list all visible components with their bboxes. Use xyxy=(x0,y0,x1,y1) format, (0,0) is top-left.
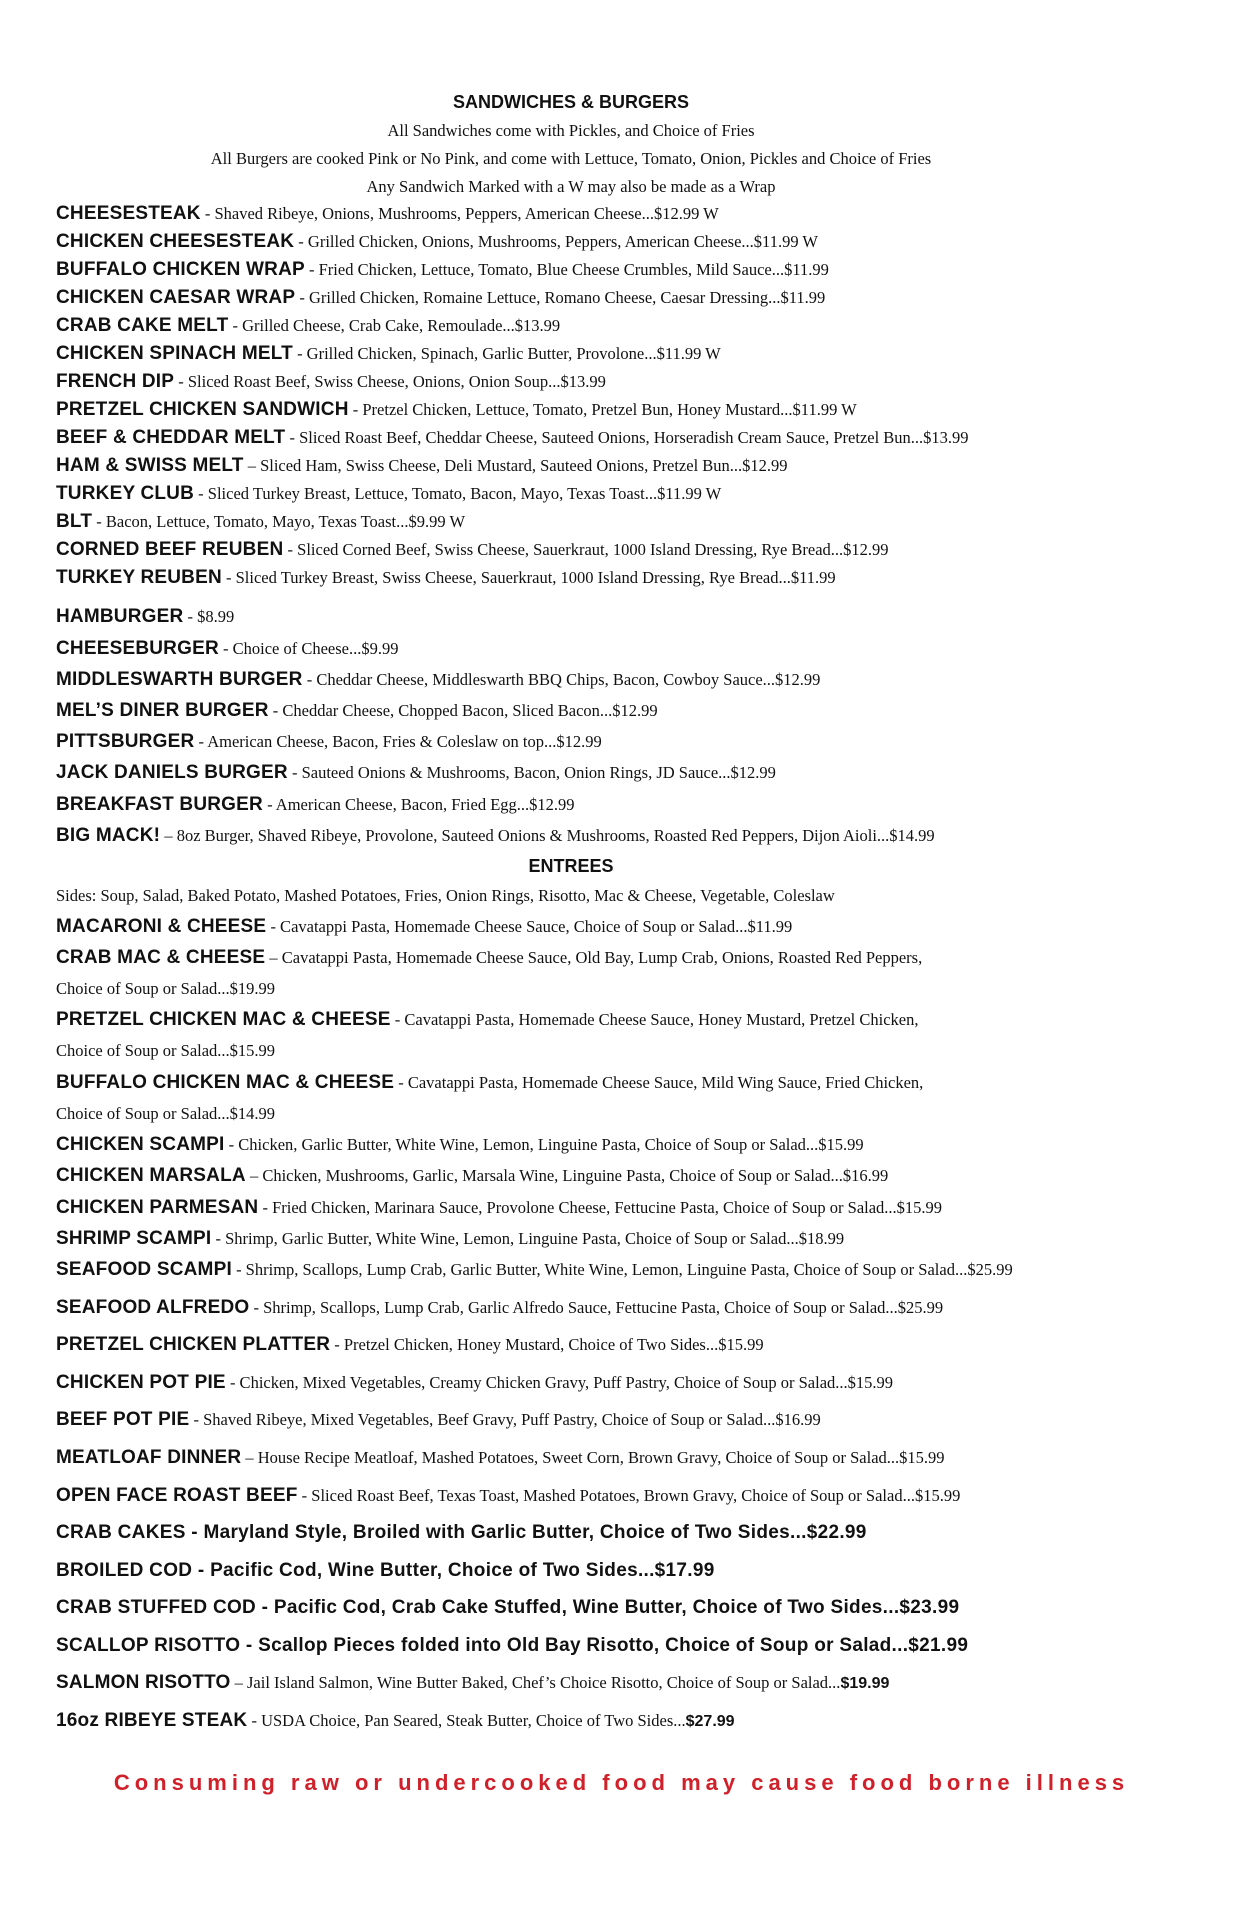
special-item: SCALLOP RISOTTO - Scallop Pieces folded into Old Bay Risotto, Choice of Soup or Salad...$21.99 xyxy=(56,1635,969,1656)
menu-item xyxy=(56,1486,960,1510)
menu-item xyxy=(56,1673,889,1697)
item-desc: - Cheddar Cheese, Middleswarth BBQ Chips, Bacon, Cowboy Sauce...$12.99 xyxy=(302,670,821,689)
item-desc: - Sliced Roast Beef, Texas Toast, Mashed Potatoes, Brown Gravy, Choice of Soup or Salad...$15.99 xyxy=(297,1486,961,1505)
item-desc: - Grilled Cheese, Crab Cake, Remoulade...$13.99 xyxy=(228,316,561,335)
item-desc: - Pretzel Chicken, Honey Mustard, Choice of Two Sides...$15.99 xyxy=(330,1335,764,1354)
item-desc: - American Cheese, Bacon, Fries & Coleslaw on top...$12.99 xyxy=(194,732,602,751)
item-desc: - Pretzel Chicken, Lettuce, Tomato, Pretzel Bun, Honey Mustard...$11.99 W xyxy=(348,400,857,419)
item-name: PRETZEL CHICKEN SANDWICH xyxy=(56,399,349,420)
item-name: BUFFALO CHICKEN WRAP xyxy=(56,259,305,280)
menu-item xyxy=(56,204,719,228)
special-item: CRAB CAKES - Maryland Style, Broiled with Garlic Butter, Choice of Two Sides...$22.99 xyxy=(56,1522,867,1543)
item-desc: - USDA Choice, Pan Seared, Steak Butter, Choice of Two Sides... xyxy=(247,1711,686,1730)
item-desc: – Jail Island Salmon, Wine Butter Baked, Chef’s Choice Risotto, Choice of Soup or Salad... xyxy=(230,1673,841,1692)
menu-item xyxy=(56,260,829,284)
menu-item xyxy=(56,484,721,508)
item-name: CHICKEN CAESAR WRAP xyxy=(56,287,296,308)
menu-item xyxy=(56,344,721,368)
item-desc-continued: Choice of Soup or Salad...$15.99 xyxy=(56,1041,276,1060)
item-name: CHEESESTEAK xyxy=(56,203,201,224)
item-name: PRETZEL CHICKEN PLATTER xyxy=(56,1334,331,1355)
menu-item xyxy=(56,316,560,340)
menu-item xyxy=(56,1073,923,1097)
item-desc: – House Recipe Meatloaf, Mashed Potatoes, Sweet Corn, Brown Gravy, Choice of Soup or Salad...$15.99 xyxy=(241,1448,945,1467)
item-name: SEAFOOD ALFREDO xyxy=(56,1297,250,1318)
menu-item xyxy=(56,1198,942,1222)
item-name: CRAB CAKE MELT xyxy=(56,315,229,336)
item-name: BEEF & CHEDDAR MELT xyxy=(56,427,286,448)
item-desc: - Grilled Chicken, Spinach, Garlic Butter, Provolone...$11.99 W xyxy=(292,344,721,363)
note-burgers: All Burgers are cooked Pink or No Pink, and come with Lettuce, Tomato, Onion, Pickles and Choice of Fries xyxy=(210,149,932,168)
menu-item xyxy=(56,568,836,592)
item-name: PRETZEL CHICKEN MAC & CHEESE xyxy=(56,1009,391,1030)
item-name: BUFFALO CHICKEN MAC & CHEESE xyxy=(56,1072,395,1093)
item-desc: - Sliced Corned Beef, Swiss Cheese, Sauerkraut, 1000 Island Dressing, Rye Bread...$12.99 xyxy=(283,540,889,559)
item-name: BREAKFAST BURGER xyxy=(56,794,263,815)
item-desc: - Chicken, Mixed Vegetables, Creamy Chicken Gravy, Puff Pastry, Choice of Soup or Salad...$15.99 xyxy=(225,1373,894,1392)
menu-item xyxy=(56,1298,943,1322)
item-desc: - Bacon, Lettuce, Tomato, Mayo, Texas Toast...$9.99 W xyxy=(92,512,466,531)
item-desc: - Shaved Ribeye, Onions, Mushrooms, Peppers, American Cheese...$12.99 W xyxy=(200,204,719,223)
item-desc: – Sliced Ham, Swiss Cheese, Deli Mustard, Sauteed Onions, Pretzel Bun...$12.99 xyxy=(243,456,788,475)
menu-item xyxy=(56,1166,888,1190)
note-wrap: Any Sandwich Marked with a W may also be made as a Wrap xyxy=(366,177,776,196)
menu-item xyxy=(56,948,922,972)
item-desc: - Sliced Turkey Breast, Lettuce, Tomato, Bacon, Mayo, Texas Toast...$11.99 W xyxy=(194,484,722,503)
item-name: OPEN FACE ROAST BEEF xyxy=(56,1485,298,1506)
note-sandwiches: All Sandwiches come with Pickles, and Choice of Fries xyxy=(387,121,755,140)
item-desc: - Cavatappi Pasta, Homemade Cheese Sauce, Choice of Soup or Salad...$11.99 xyxy=(266,917,793,936)
menu-item xyxy=(56,1229,844,1253)
item-desc: – 8oz Burger, Shaved Ribeye, Provolone, Sauteed Onions & Mushrooms, Roasted Red Peppers, Dijon Aioli...$14.99 xyxy=(160,826,935,845)
item-desc: - Cheddar Cheese, Chopped Bacon, Sliced Bacon...$12.99 xyxy=(268,701,658,720)
menu-item xyxy=(56,639,399,663)
menu-item xyxy=(56,1448,945,1472)
item-desc: – Chicken, Mushrooms, Garlic, Marsala Wine, Linguine Pasta, Choice of Soup or Salad...$16.99 xyxy=(245,1166,889,1185)
item-name: BIG MACK! xyxy=(56,825,161,846)
item-name: CHICKEN CHEESESTEAK xyxy=(56,231,295,252)
food-safety-warning: Consuming raw or undercooked food may cause food borne illness xyxy=(113,1770,1130,1795)
item-name: SEAFOOD SCAMPI xyxy=(56,1259,232,1280)
item-name: TURKEY CLUB xyxy=(56,483,195,504)
menu-item xyxy=(56,607,234,631)
item-desc: - Shrimp, Scallops, Lump Crab, Garlic Butter, White Wine, Lemon, Linguine Pasta, Choice of Soup or Salad...$25.99 xyxy=(231,1260,1013,1279)
menu-item xyxy=(56,732,602,756)
item-name: PITTSBURGER xyxy=(56,731,195,752)
item-name: HAM & SWISS MELT xyxy=(56,455,244,476)
menu-item xyxy=(56,288,825,312)
menu-item xyxy=(56,795,575,819)
item-name: CHEESEBURGER xyxy=(56,638,219,659)
menu-item xyxy=(56,372,606,396)
item-name: MEATLOAF DINNER xyxy=(56,1447,242,1468)
item-name: CHICKEN SCAMPI xyxy=(56,1134,225,1155)
item-name: MIDDLESWARTH BURGER xyxy=(56,669,303,690)
menu-item xyxy=(56,1711,735,1735)
menu-item xyxy=(56,400,857,424)
item-desc: - Shrimp, Garlic Butter, White Wine, Lemon, Linguine Pasta, Choice of Soup or Salad...$18.99 xyxy=(211,1229,845,1248)
item-name: TURKEY REUBEN xyxy=(56,567,222,588)
menu-item xyxy=(56,1135,864,1159)
item-name: CHICKEN SPINACH MELT xyxy=(56,343,293,364)
menu-item xyxy=(56,540,889,564)
menu-item xyxy=(56,1410,821,1434)
menu-item xyxy=(56,917,792,941)
item-desc: - Shaved Ribeye, Mixed Vegetables, Beef Gravy, Puff Pastry, Choice of Soup or Salad...$16.99 xyxy=(189,1410,821,1429)
item-desc: - Cavatappi Pasta, Homemade Cheese Sauce, Honey Mustard, Pretzel Chicken, xyxy=(390,1010,919,1029)
item-desc: - Shrimp, Scallops, Lump Crab, Garlic Alfredo Sauce, Fettucine Pasta, Choice of Soup or Salad...$25.99 xyxy=(249,1298,944,1317)
item-desc: – Cavatappi Pasta, Homemade Cheese Sauce, Old Bay, Lump Crab, Onions, Roasted Red Peppers, xyxy=(265,948,923,967)
menu-item xyxy=(56,1260,1013,1284)
menu-item xyxy=(56,456,788,480)
item-name: FRENCH DIP xyxy=(56,371,175,392)
item-desc: - Sliced Roast Beef, Swiss Cheese, Onions, Onion Soup...$13.99 xyxy=(174,372,606,391)
item-desc: - Chicken, Garlic Butter, White Wine, Lemon, Linguine Pasta, Choice of Soup or Salad...$15.99 xyxy=(224,1135,864,1154)
item-name: MACARONI & CHEESE xyxy=(56,916,267,937)
menu-item xyxy=(56,512,465,536)
item-name: SHRIMP SCAMPI xyxy=(56,1228,212,1249)
item-desc: - Grilled Chicken, Onions, Mushrooms, Peppers, American Cheese...$11.99 W xyxy=(294,232,818,251)
item-name: BLT xyxy=(56,511,93,532)
menu-item xyxy=(56,232,818,256)
menu-item xyxy=(56,428,969,452)
item-desc-continued: Choice of Soup or Salad...$14.99 xyxy=(56,1104,276,1123)
section-heading-entrees: ENTREES xyxy=(528,856,614,876)
special-item: CRAB STUFFED COD - Pacific Cod, Crab Cake Stuffed, Wine Butter, Choice of Two Sides...$23.99 xyxy=(56,1597,960,1618)
item-name: JACK DANIELS BURGER xyxy=(56,762,288,783)
menu-item xyxy=(56,1335,764,1359)
item-name: CRAB MAC & CHEESE xyxy=(56,947,266,968)
item-name: CHICKEN MARSALA xyxy=(56,1165,246,1186)
item-name: SALMON RISOTTO xyxy=(56,1672,231,1693)
item-name: CHICKEN PARMESAN xyxy=(56,1197,259,1218)
item-price: $19.99 xyxy=(840,1675,890,1692)
menu-item xyxy=(56,670,820,694)
menu-item xyxy=(56,701,658,725)
item-name: BEEF POT PIE xyxy=(56,1409,190,1430)
sides-note: Sides: Soup, Salad, Baked Potato, Mashed Potatoes, Fries, Onion Rings, Risotto, Mac & Cheese, Vegetable, Coleslaw xyxy=(56,886,835,905)
item-price: $27.99 xyxy=(685,1713,735,1730)
item-desc: - Sliced Roast Beef, Cheddar Cheese, Sauteed Onions, Horseradish Cream Sauce, Pretzel Bun...$13.99 xyxy=(285,428,969,447)
menu-item xyxy=(56,826,935,850)
item-name: 16oz RIBEYE STEAK xyxy=(56,1710,248,1731)
item-name: CORNED BEEF REUBEN xyxy=(56,539,284,560)
item-desc: - Choice of Cheese...$9.99 xyxy=(218,639,399,658)
menu-item xyxy=(56,1010,918,1034)
item-desc: - Sliced Turkey Breast, Swiss Cheese, Sauerkraut, 1000 Island Dressing, Rye Bread...$11.99 xyxy=(221,568,836,587)
item-desc: - Fried Chicken, Lettuce, Tomato, Blue Cheese Crumbles, Mild Sauce...$11.99 xyxy=(304,260,829,279)
item-desc: - Sauteed Onions & Mushrooms, Bacon, Onion Rings, JD Sauce...$12.99 xyxy=(287,763,776,782)
item-desc: - American Cheese, Bacon, Fried Egg...$12.99 xyxy=(262,795,575,814)
section-heading-sandwiches: SANDWICHES & BURGERS xyxy=(452,92,689,112)
item-name: HAMBURGER xyxy=(56,606,184,627)
special-item: BROILED COD - Pacific Cod, Wine Butter, Choice of Two Sides...$17.99 xyxy=(56,1560,715,1581)
item-desc: - Cavatappi Pasta, Homemade Cheese Sauce, Mild Wing Sauce, Fried Chicken, xyxy=(394,1073,924,1092)
menu-item xyxy=(56,763,776,787)
item-name: CHICKEN POT PIE xyxy=(56,1372,226,1393)
menu-item xyxy=(56,1373,893,1397)
item-desc-continued: Choice of Soup or Salad...$19.99 xyxy=(56,979,276,998)
item-desc: - Fried Chicken, Marinara Sauce, Provolone Cheese, Fettucine Pasta, Choice of Soup or Salad...$15.99 xyxy=(258,1198,943,1217)
item-desc: - Grilled Chicken, Romaine Lettuce, Romano Cheese, Caesar Dressing...$11.99 xyxy=(295,288,826,307)
item-name: MEL’S DINER BURGER xyxy=(56,700,269,721)
item-desc: - $8.99 xyxy=(183,607,235,626)
